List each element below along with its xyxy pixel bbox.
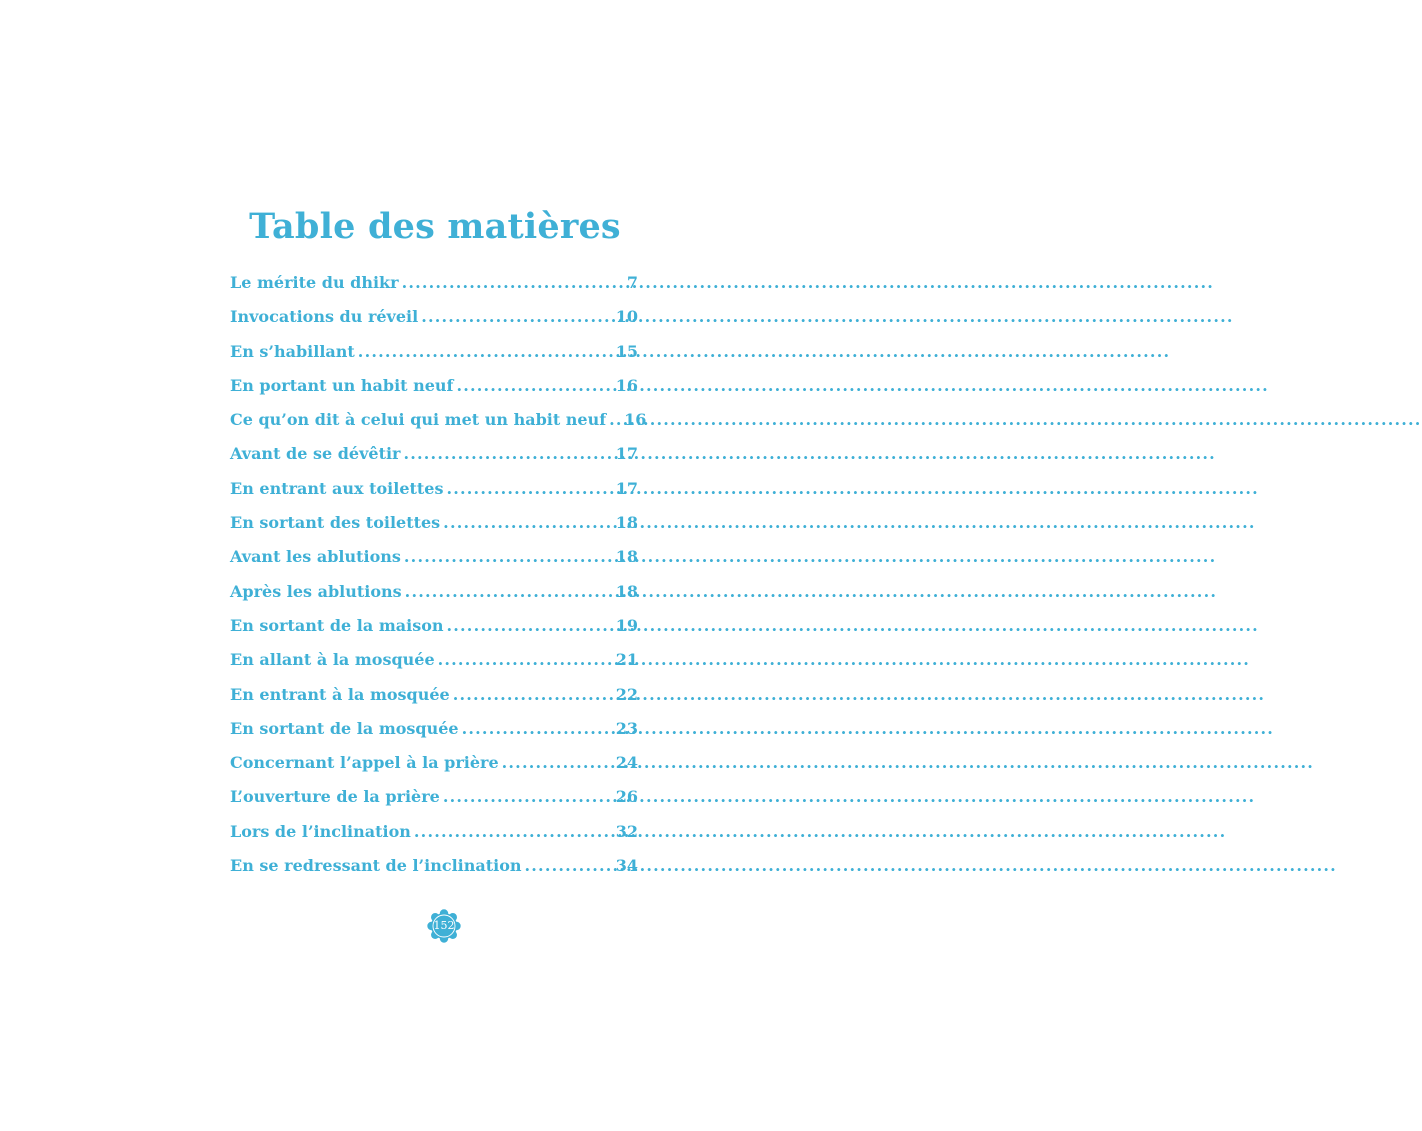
- toc-entry-label: Avant les ablutions: [230, 547, 401, 567]
- toc-entry[interactable]: [230, 307, 638, 341]
- toc-entry[interactable]: [230, 376, 638, 410]
- toc-entry[interactable]: [230, 547, 638, 581]
- toc-entry[interactable]: [230, 650, 638, 684]
- toc-entry[interactable]: [230, 444, 638, 478]
- toc-leader-dots: [502, 753, 613, 772]
- toc-entry[interactable]: [230, 787, 638, 821]
- toc-leader-dots: [414, 822, 613, 841]
- page-title: Table des matières: [249, 206, 621, 247]
- toc-entry-label: Après les ablutions: [230, 581, 402, 601]
- toc-entry-label: Ce qu’on dit à celui qui met un habit neuf: [230, 410, 607, 430]
- toc-entry[interactable]: [230, 513, 638, 547]
- table-of-contents: [230, 273, 647, 890]
- toc-entry-label: Invocations du réveil: [230, 307, 419, 327]
- toc-entry-page: 18: [615, 513, 638, 533]
- toc-entry-page: 16: [615, 375, 638, 395]
- toc-entry-label: En allant à la mosquée: [230, 650, 435, 670]
- toc-entry-page: 32: [615, 821, 638, 841]
- toc-entry-label: En portant un habit neuf: [230, 375, 454, 395]
- toc-leader-dots: [405, 582, 613, 601]
- toc-entry[interactable]: [230, 582, 638, 616]
- toc-entry-label: Lors de l’inclination: [230, 821, 411, 841]
- toc-entry-label: En sortant de la maison: [230, 615, 444, 635]
- toc-entry-page: 17: [615, 444, 638, 464]
- toc-entry-page: 15: [615, 341, 638, 361]
- toc-leader-dots: [446, 479, 612, 498]
- toc-entry-label: En se redressant de l’inclination: [230, 856, 522, 876]
- toc-entry[interactable]: [230, 342, 638, 376]
- toc-entry[interactable]: [230, 822, 638, 856]
- toc-entry-label: En entrant aux toilettes: [230, 478, 444, 498]
- toc-entry-label: L’ouverture de la prière: [230, 787, 440, 807]
- toc-entry[interactable]: [230, 719, 638, 753]
- toc-entry-page: 10: [615, 307, 638, 327]
- toc-entry-label: En s’habillant: [230, 341, 355, 361]
- toc-entry-page: 18: [615, 581, 638, 601]
- toc-leader-dots: [402, 273, 624, 292]
- toc-leader-dots: [404, 547, 613, 566]
- toc-entry[interactable]: [230, 685, 638, 719]
- toc-entry-page: 7: [626, 273, 638, 292]
- toc-leader-dots: [438, 650, 613, 669]
- toc-entry[interactable]: [230, 410, 647, 444]
- toc-entry-page: 19: [615, 615, 638, 635]
- toc-entry-label: Concernant l’appel à la prière: [230, 753, 499, 773]
- toc-leader-dots: [443, 787, 613, 806]
- toc-entry-page: 17: [615, 478, 638, 498]
- toc-entry-page: 26: [615, 787, 638, 807]
- toc-leader-dots: [456, 376, 612, 395]
- toc-entry[interactable]: [230, 753, 638, 787]
- toc-entry-label: En sortant des toilettes: [230, 513, 441, 533]
- page-number-badge: [426, 908, 462, 944]
- toc-entry[interactable]: [230, 856, 638, 890]
- toc-entry-page: 16: [624, 410, 647, 430]
- toc-entry-page: 18: [615, 547, 638, 567]
- toc-entry-page: 24: [615, 753, 638, 773]
- toc-entry-label: En sortant de la mosquée: [230, 718, 459, 738]
- toc-entry-label: En entrant à la mosquée: [230, 684, 450, 704]
- toc-entry[interactable]: [230, 273, 638, 307]
- toc-leader-dots: [453, 685, 613, 704]
- toc-entry-label: Avant de se dévêtir: [230, 444, 401, 464]
- toc-leader-dots: [609, 410, 621, 429]
- toc-entry[interactable]: [230, 616, 638, 650]
- toc-leader-dots: [447, 616, 613, 635]
- toc-leader-dots: [421, 307, 613, 326]
- toc-leader-dots: [358, 342, 613, 361]
- toc-entry-label: Le mérite du dhikr: [230, 273, 399, 292]
- toc-leader-dots: [462, 719, 613, 738]
- toc-leader-dots: [525, 856, 613, 875]
- toc-entry-page: 23: [615, 718, 638, 738]
- page-number: 152: [433, 919, 455, 932]
- toc-leader-dots: [443, 513, 613, 532]
- toc-entry-page: 22: [615, 684, 638, 704]
- toc-entry-page: 21: [615, 650, 638, 670]
- toc-entry[interactable]: [230, 479, 638, 513]
- toc-leader-dots: [403, 444, 612, 463]
- toc-entry-page: 34: [615, 856, 638, 876]
